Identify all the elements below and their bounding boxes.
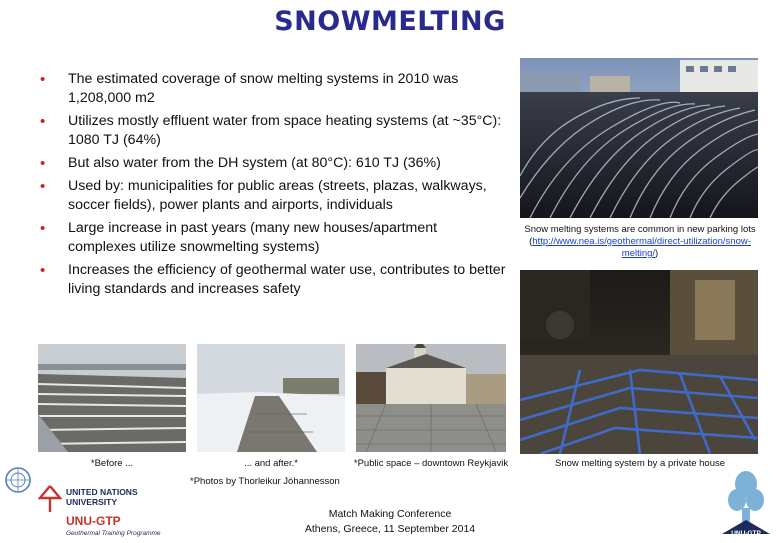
before-caption: *Before ... [90, 458, 134, 469]
bullet-marker: • [40, 262, 46, 279]
bullet-item: • The estimated coverage of snow melting systems in 2010 was 1,208,000 m2 [40, 71, 459, 106]
bullet-marker: • [40, 178, 46, 195]
bullet-list [38, 70, 508, 303]
gtp-subtitle: Geothermal Training Programme [66, 530, 161, 537]
un-emblem-icon [4, 466, 32, 499]
bullet-marker: • [40, 155, 46, 172]
parking-lot-photo [520, 58, 758, 218]
badge-text: UNU-GTP [731, 530, 761, 537]
bullet-item: • Large increase in past years (many new houses/apartment complexes utilize snowmelting systems) [40, 220, 438, 255]
private-house-photo [520, 270, 758, 454]
snow-melting-link[interactable]: http://www.nea.is/geothermal/direct-utilization/snow-melting/ [532, 236, 751, 259]
footer-conference: Match Making Conference [328, 508, 452, 520]
public-space-caption: *Public space – downtown Reykjavik [353, 458, 509, 469]
public-space-photo [356, 344, 506, 452]
unu-gtp-text: UNU-GTP [66, 514, 121, 528]
bullet-item: • Utilizes mostly effluent water from space heating systems (at ~35°C): 1080 TJ (64%) [40, 113, 502, 148]
photo-credit: *Photos by Thorleikur Jóhannesson [190, 476, 340, 487]
after-photo [197, 344, 345, 452]
bullet-marker: • [40, 71, 46, 88]
private-house-caption: Snow melting system by a private house [554, 458, 726, 469]
after-caption: ... and after.* [244, 458, 298, 469]
bullet-item: • Increases the efficiency of geothermal water use, contributes to better living standards and increases safety [40, 262, 506, 297]
footer-location-date: Athens, Greece, 11 September 2014 [304, 523, 476, 535]
bullet-item: • But also water from the DH system (at 80°C): 610 TJ (36%) [40, 155, 441, 172]
unu-logo-icon [38, 484, 62, 519]
un-university-text: UNITED NATIONS UNIVERSITY [66, 487, 138, 507]
parking-caption: Snow melting systems are common in new parking lots (http://www.nea.is/geothermal/direct-utilization/snow-melting/) [524, 224, 756, 259]
before-photo [38, 344, 186, 452]
bullet-item: • Used by: municipalities for public areas (streets, plazas, walkways, soccer fields), power plants and airports, individuals [40, 178, 487, 213]
unu-gtp-badge-icon [718, 470, 774, 538]
bullet-marker: • [40, 113, 46, 130]
bullet-marker: • [40, 220, 46, 237]
slide-title: SNOWMELTING [274, 6, 506, 37]
